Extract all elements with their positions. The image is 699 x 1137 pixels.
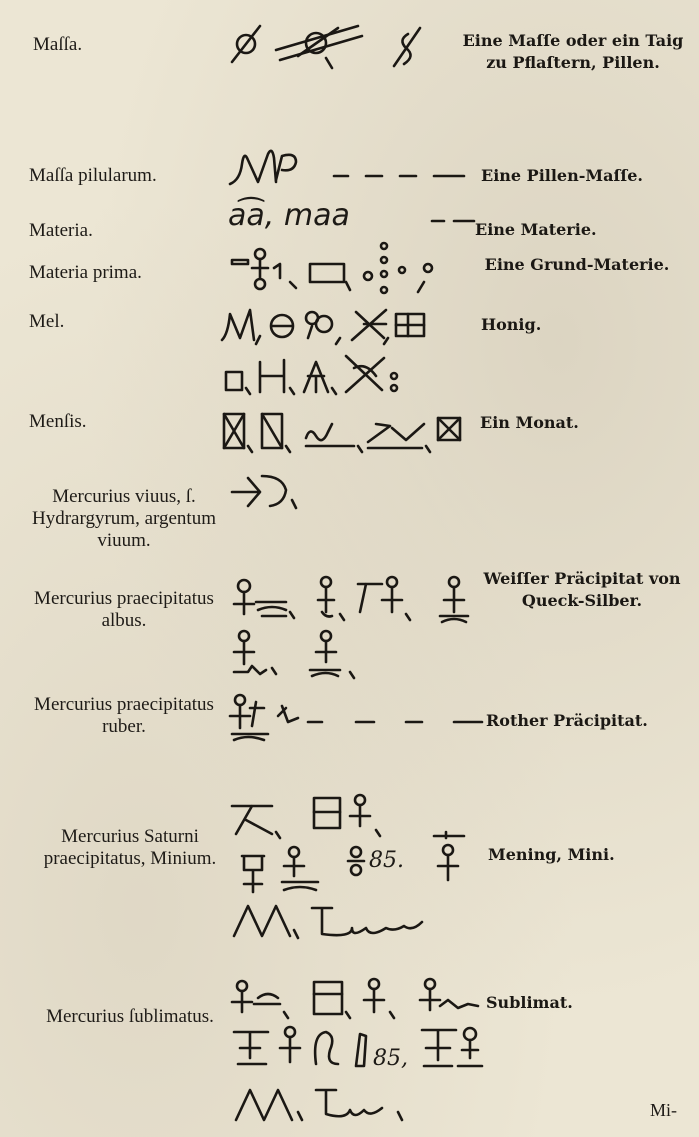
german-term-mercurius-saturni: Mening, Mini. [488,845,615,864]
latin-term-materia-prima: Materia prima. [29,262,142,283]
materia-symbol-text: a͡a, maa [228,198,350,233]
german-term-mel: Honig. [481,315,542,334]
mercurius-ruber-symbols-icon [226,688,488,746]
latin-term-mercurius-praecipitatus-albus: Mercurius praecipitatus albus. [34,588,214,631]
mercurius-viuus-symbol-icon [226,468,306,512]
mercurius-albus-symbols-icon [226,572,484,682]
german-term-mercurius-praecipitatus-albus: Weiſſer Präcipitat von Queck-Silber. [483,569,681,610]
catchword: Mi- [650,1100,677,1120]
mercurius-sublimatus-symbols-icon [226,972,488,1128]
mensis-symbols-icon [216,402,476,460]
pill-mass-symbol-icon [224,146,494,190]
mercurius-saturni-symbols-icon [224,790,486,942]
latin-term-mercurius-viuus: Mercurius viuus, ſ. Hydrargyrum, argentum viuum. [32,486,216,551]
latin-term-mensis: Menſis. [29,411,87,432]
latin-term-massa: Maſſa. [33,34,83,55]
latin-term-mel: Mel. [29,311,65,332]
latin-term-massa-pilularum: Maſſa pilularum. [29,165,157,186]
mel-symbols-icon [216,296,478,396]
latin-term-mercurius-saturni: Mercurius Saturni praecipitatus, Minium. [43,826,217,869]
german-term-mensis: Ein Monat. [480,413,579,432]
materia-prima-symbols-icon [228,238,468,300]
sublimatus-85-text: 85, [373,1046,408,1071]
german-term-massa-pilularum: Eine Pillen-Maſſe. [481,166,643,185]
latin-term-mercurius-sublimatus: Mercurius ſublimatus. [46,1006,214,1027]
saturni-85-text: 85. [369,848,404,873]
german-term-materia-prima: Eine Grund-Materie. [484,255,670,274]
german-term-mercurius-sublimatus: Sublimat. [486,993,573,1012]
german-term-mercurius-praecipitatus-ruber: Rother Präcipitat. [486,711,648,730]
materia-dashes-icon [430,216,478,226]
latin-term-materia: Materia. [29,220,93,241]
german-term-materia: Eine Materie. [475,220,597,239]
german-term-massa: Eine Maſſe oder ein Taig zu Pflaſtern, Pillen. [462,31,684,72]
latin-term-mercurius-praecipitatus-ruber: Mercurius praecipitatus ruber. [34,694,214,737]
massa-symbols-icon [228,18,428,74]
